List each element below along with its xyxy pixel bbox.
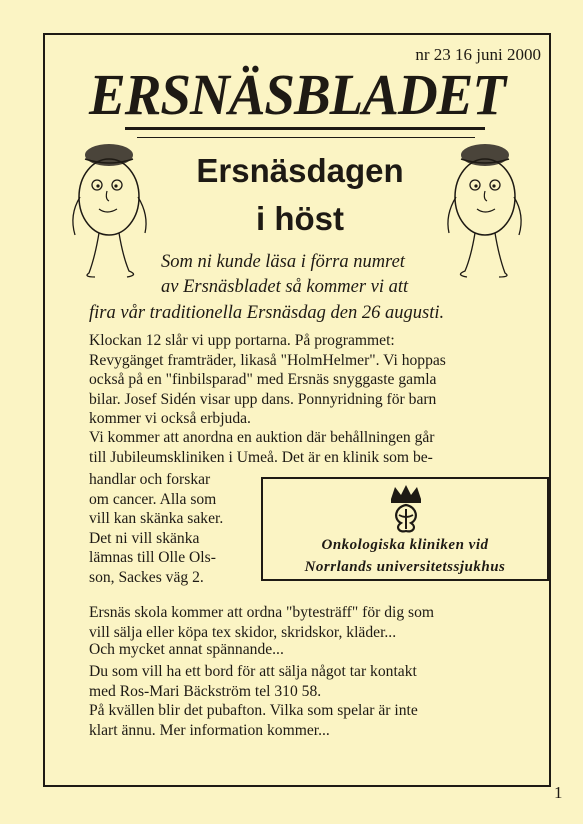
intro-line-3: fira vår traditionella Ersnäsdag den 26 augusti. [89,303,445,323]
masthead-title: ERSNÄSBLADET [89,62,505,127]
intro-line-1: Som ni kunde läsa i förra numret [161,252,405,272]
headline [155,147,445,243]
paragraph-program: Klockan 12 slår vi upp portarna. På programmet: Revygänget framträder, likaså "HolmHelmer". Vi hoppas också på en "finbilsparad" med Ersnäs snyggaste gamla bilar. Josef Sidén visar upp dans. Ponnyridning för barn kommer vi också erbjuda. [89,332,446,427]
paragraph-pub-evening: På kvällen blir det pubafton. Vilka som spelar är inte klart ännu. Mer information kommer... [89,702,418,739]
paragraph-more: Och mycket annat spännande... [89,641,284,658]
paragraph-auction-continued: handlar och forskar om cancer. Alla som vill kan skänka saker. Det ni vill skänka lämnas till Olle Ols- son, Sackes väg 2. [89,471,224,586]
masthead-rule-thick [125,127,485,130]
masthead-rule-thin [137,137,475,138]
headline-line-1: Ersnäsdagen [196,152,404,189]
issue-date: nr 23 16 juni 2000 [415,45,541,64]
paragraph-table-contact: Du som vill ha ett bord för att sälja något tar kontakt med Ros-Mari Bäckström tel 310 58. [89,663,417,700]
clinic-name-line-1: Onkologiska kliniken vid [321,537,489,553]
headline-line-2: i höst [256,200,344,237]
cartoon-figure-right [437,135,527,285]
cartoon-figure-left [67,135,157,285]
paragraph-auction: Vi kommer att anordna en auktion där behållningen går till Jubileumskliniken i Umeå. Det är en klinik som be- [89,429,435,466]
intro-line-2: av Ersnäsbladet så kommer vi att [161,277,409,297]
page-frame [43,33,551,787]
paragraph-swap-meet: Ersnäs skola kommer att ordna "bytesträff" för dig som vill sälja eller köpa tex skidor, skridskor, kläder... [89,604,435,641]
page-number: 1 [554,783,563,802]
clinic-name-line-2: Norrlands universitetssjukhus [304,559,506,575]
crown-emblem-icon [381,483,431,535]
clinic-ad-box [261,477,549,581]
